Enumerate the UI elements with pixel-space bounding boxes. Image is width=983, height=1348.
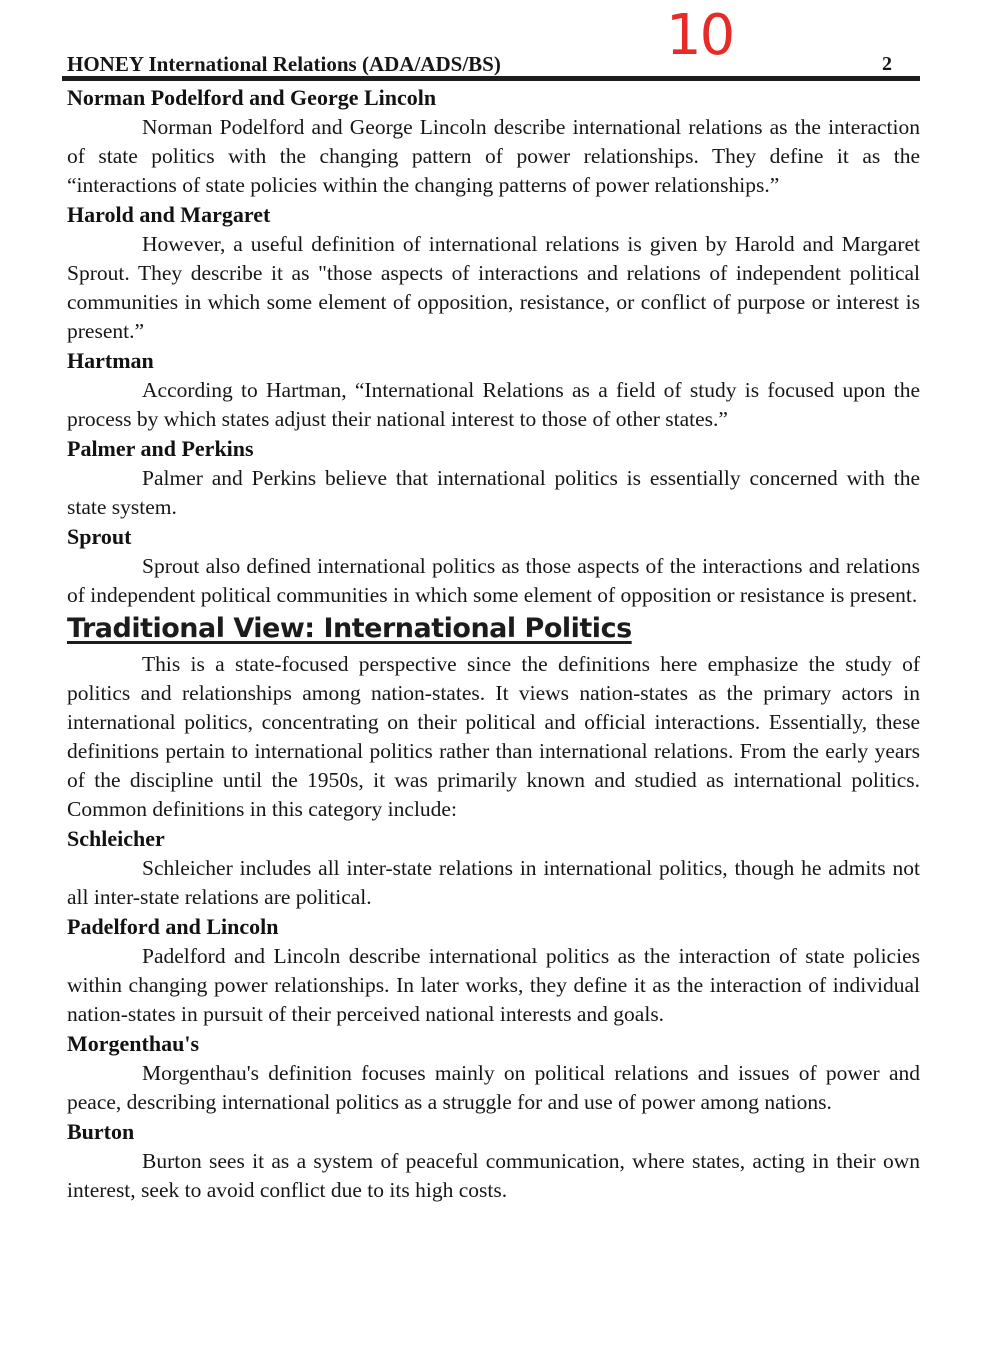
document-body xyxy=(67,83,920,1205)
section-heading: Palmer and Perkins xyxy=(67,436,254,461)
document-section xyxy=(67,346,920,434)
document-section xyxy=(67,1029,920,1117)
section-paragraph: Norman Podelford and George Lincoln describe international relations as the interaction of state politics with the changing pattern of power relationships. They define it as the “interactions of state policies within the changing patterns of power relationships.” xyxy=(67,115,920,197)
document-section xyxy=(67,522,920,610)
document-section xyxy=(67,200,920,346)
page-number: 2 xyxy=(882,53,892,75)
section-heading: Harold and Margaret xyxy=(67,202,271,227)
section-paragraph: However, a useful definition of international relations is given by Harold and Margaret Sprout. They describe it as "those aspects of interactions and relations of independent political communities in which some element of opposition, resistance, or conflict of purpose or interest is present.” xyxy=(67,232,920,343)
document-section xyxy=(67,610,920,824)
header-rule xyxy=(62,53,920,81)
section-heading-major: Traditional View: International Politics xyxy=(67,613,632,644)
section-paragraph: Morgenthau's definition focuses mainly on political relations and issues of power and peace, describing international politics as a struggle for and use of power among nations. xyxy=(67,1061,920,1114)
document-section xyxy=(67,824,920,912)
section-heading: Padelford and Lincoln xyxy=(67,914,279,939)
page-marker: 10 xyxy=(666,3,734,68)
section-paragraph: Burton sees it as a system of peaceful communication, where states, acting in their own interest, seek to avoid conflict due to its high costs. xyxy=(67,1149,920,1202)
section-heading: Schleicher xyxy=(67,826,165,851)
section-paragraph: Padelford and Lincoln describe international politics as the interaction of state policies within changing power relationships. In later works, they define it as the interaction of individual nation-states in pursuit of their perceived national interests and goals. xyxy=(67,944,920,1026)
section-paragraph: According to Hartman, “International Relations as a field of study is focused upon the process by which states adjust their national interest to those of other states.” xyxy=(67,378,920,431)
section-paragraph: Schleicher includes all inter-state relations in international politics, though he admits not all inter-state relations are political. xyxy=(67,856,920,909)
document-section xyxy=(67,434,920,522)
section-paragraph: This is a state-focused perspective since the definitions here emphasize the study of politics and relationships among nation-states. It views nation-states as the primary actors in international politics, concentrating on their political and official interactions. Essentially, these definitions pertain to international politics rather than international relations. From the early years of the discipline until the 1950s, it was primarily known and studied as international politics. Common definitions in this category include: xyxy=(67,652,920,821)
document-section xyxy=(67,83,920,200)
page-header xyxy=(0,3,983,81)
document-section xyxy=(67,1117,920,1205)
section-heading: Hartman xyxy=(67,348,154,373)
section-paragraph: Sprout also defined international politics as those aspects of the interactions and relations of independent political communities in which some element of opposition or resistance is present. xyxy=(67,554,920,607)
section-heading: Morgenthau's xyxy=(67,1031,199,1056)
section-heading: Norman Podelford and George Lincoln xyxy=(67,85,437,110)
section-paragraph: Palmer and Perkins believe that international politics is essentially concerned with the state system. xyxy=(67,466,920,519)
section-heading: Burton xyxy=(67,1119,135,1144)
document-section xyxy=(67,912,920,1029)
course-title: HONEY International Relations (ADA/ADS/BS) xyxy=(67,52,501,76)
section-heading: Sprout xyxy=(67,524,132,549)
